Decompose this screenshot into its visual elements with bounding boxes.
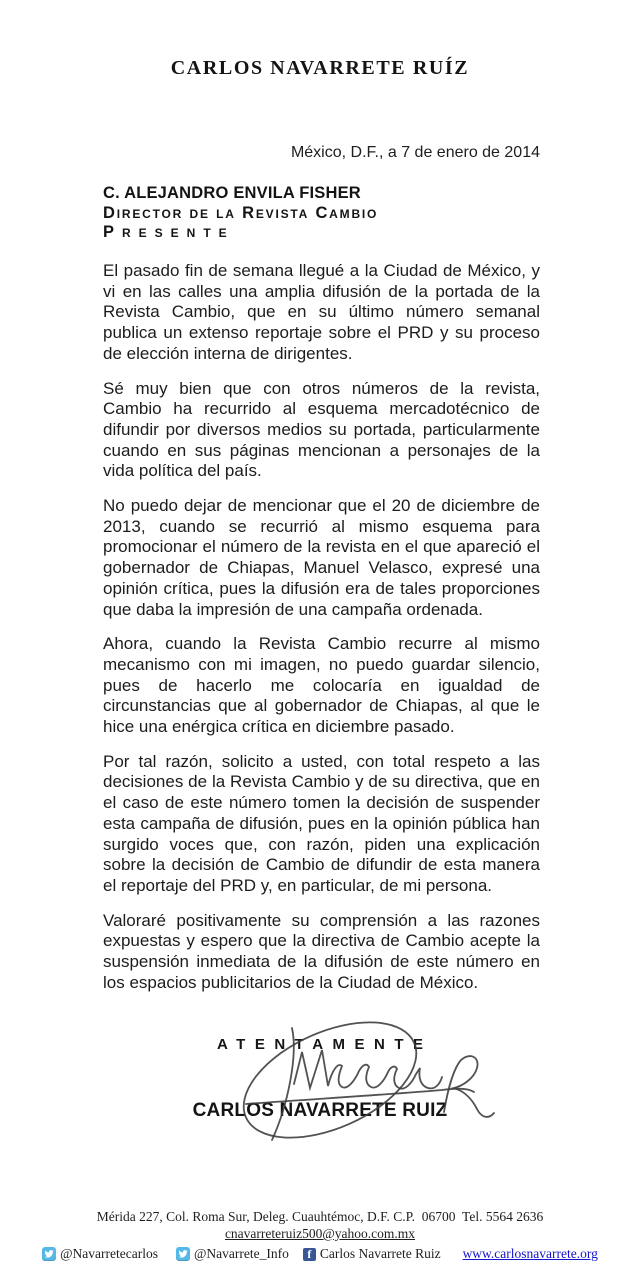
handwritten-signature — [228, 1000, 500, 1158]
twitter-bird-icon — [42, 1247, 56, 1261]
footer-email-link[interactable]: cnavarreteruiz500@yahoo.com.mx — [224, 1226, 416, 1241]
twitter-handle-secondary: @Navarrete_Info — [193, 1246, 289, 1261]
paragraph-3: No puedo dejar de mencionar que el 20 de diciembre de 2013, cuando se recurrió al mismo esquema para promocionar el número de la revista en el que apareció el gobernador de Chiapas, Manuel Velasco, expresé una opinión crítica, pues la difusión era de tales proporciones que daba la impresión de una campaña ordenada. — [103, 496, 540, 619]
letterhead-name: CARLOS NAVARRETE RUÍZ — [170, 57, 470, 79]
paragraph-4: Ahora, cuando la Revista Cambio recurre al mismo mecanismo con mi imagen, no puedo guardar silencio, pues de hacerlo me colocaría en igualdad de circunstancias que al gobernador de Chiapas, al que le hice una enérgica crítica en diciembre pasado. — [103, 634, 540, 737]
date-line: México, D.F., a 7 de enero de 2014 — [290, 144, 540, 161]
footer-address: Mérida 227, Col. Roma Sur, Deleg. Cuauhtémoc, D.F. C.P. 06700 Tel. 5564 2636 — [96, 1209, 544, 1224]
facebook-f-icon: f — [303, 1248, 316, 1261]
recipient-block — [103, 184, 378, 243]
footer-social-row — [0, 1246, 640, 1262]
twitter-bird-icon — [176, 1247, 190, 1261]
signatory-name: CARLOS NAVARRETE RUIZ — [192, 1100, 448, 1121]
facebook-page-name: Carlos Navarrete Ruiz — [319, 1246, 441, 1261]
footer — [0, 1209, 640, 1262]
recipient-salutation: Presente — [103, 223, 235, 241]
recipient-role: Director de la Revista Cambio — [103, 203, 379, 222]
website-link[interactable]: www.carlosnavarrete.org — [462, 1246, 598, 1261]
letter-body — [103, 261, 540, 1008]
paragraph-6: Valoraré positivamente su comprensión a las razones expuestas y espero que la directiva de Cambio acepte la suspensión inmediata de la difusión de este número en los espacios publicitarios de la Ciudad de México. — [103, 910, 540, 992]
twitter-handle-primary: @Navarretecarlos — [60, 1246, 158, 1261]
recipient-name: C. ALEJANDRO ENVILA FISHER — [103, 184, 361, 202]
paragraph-5: Por tal razón, solicito a usted, con total respeto a las decisiones de la Revista Cambio y de su directiva, que en el caso de este número tomen la decisión de suspender esta campaña de difusión, pues en la opinión pública han surgido voces que, con razón, piden una explicación sobre la decisión de Cambio de difundir de esta manera el reportaje del PRD y, en particular, de mi persona. — [103, 751, 540, 895]
paragraph-1: El pasado fin de semana llegué a la Ciudad de México, y vi en las calles una amplia difusión de la portada de la Revista Cambio, que en su último número semanal publica un extenso reportaje sobre el PRD y su proceso de elección interna de dirigentes. — [103, 261, 540, 363]
valediction: ATENTAMENTE — [216, 1036, 433, 1053]
paragraph-2: Sé muy bien que con otros números de la revista, Cambio ha recurrido al esquema mercadotécnico de difundir por diversos medios su portada, particularmente cuando en sus páginas mencionan a personajes de la vida política del país. — [103, 378, 540, 481]
